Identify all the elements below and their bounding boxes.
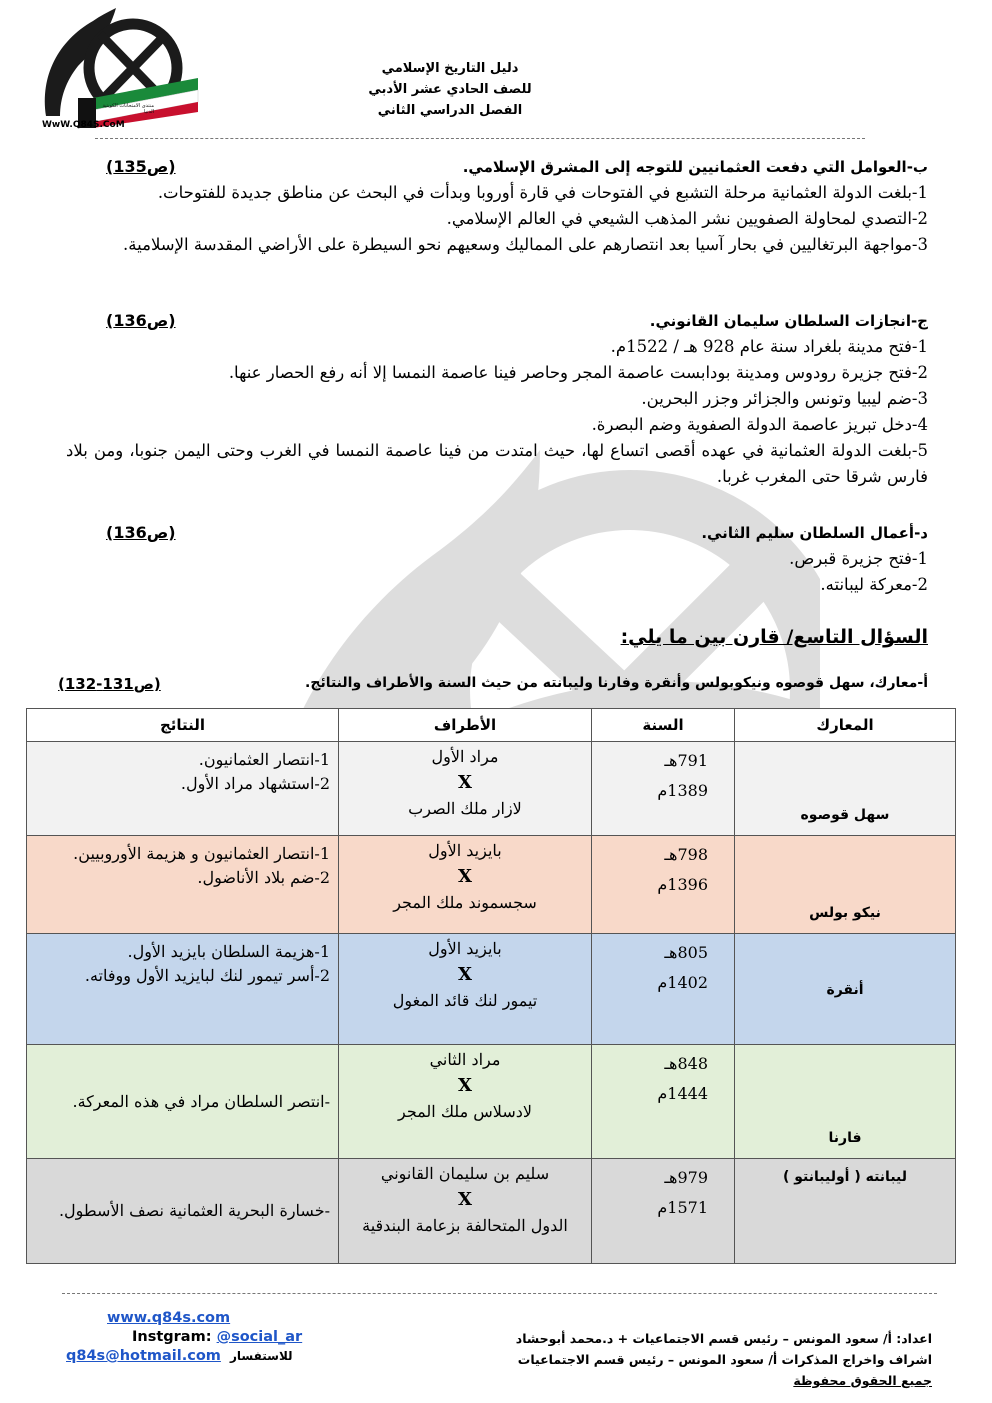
rights-text: جميع الحقوق محفوظة: [793, 1373, 932, 1388]
side-b: لادسلاس ملك المجر: [398, 1102, 532, 1121]
battle-name: نيكو بولس: [735, 836, 956, 934]
side-a: مراد الأول: [431, 747, 499, 766]
battles-comparison-table: [26, 708, 956, 1264]
year-gregorian: 1402م: [657, 973, 708, 992]
header-title-grade: للصف الحادي عشر الأدبي: [368, 82, 532, 97]
table-row: [27, 742, 956, 836]
section-c-item-4: 4-دخل تبريز عاصمة الدولة الصفوية وضم البصرة.: [591, 415, 928, 434]
email-link[interactable]: q84s@hotmail.com: [66, 1348, 221, 1364]
battle-sides: [339, 836, 592, 934]
table-row: [27, 1159, 956, 1264]
battle-sides: [339, 934, 592, 1045]
table-row: [27, 934, 956, 1045]
section-c-item-3: 3-ضم ليبيا وتونس والجزائر وجزر البحرين.: [641, 389, 928, 408]
logo-site-text: WwW.Q84S.CoM: [42, 120, 125, 130]
section-d-page-ref: (ص136): [106, 523, 176, 542]
section-d-item-2: 2-معركة ليبانته.: [820, 575, 928, 594]
question-nine-page-ref: (ص131-132): [58, 675, 161, 693]
year-hijri: 791هـ: [664, 751, 708, 770]
side-b: سجسموند ملك المجر: [393, 893, 537, 912]
table-header-row: [27, 709, 956, 742]
result-item: 1-هزيمة السلطان بايزيد الأول.: [127, 942, 330, 961]
battle-results: [27, 1045, 339, 1159]
section-b-item-3: 3-مواجهة البرتغاليين في بحار آسيا بعد انتصارهم على المماليك وسعيهم نحو السيطرة على الأراضي المقدسة الإسلامية.: [123, 235, 928, 254]
battle-name: سهل قوصوه: [735, 742, 956, 836]
battle-year: [592, 836, 735, 934]
supervised-by-text: اشراف واخراج المذكرات أ/ سعود المونس – رئيس قسم الاجتماعيات: [517, 1352, 932, 1367]
prepared-by-text: اعداد: أ/ سعود المونس – رئيس قسم الاجتماعيات + د.محمد أبوحشاد: [515, 1331, 932, 1346]
versus-mark: X: [458, 1189, 472, 1210]
section-c-heading: ج-انجازات السلطان سليمان القانوني.: [649, 312, 928, 330]
versus-mark: X: [458, 866, 472, 887]
section-b-item-1: 1-بلغت الدولة العثمانية مرحلة التشبع في الفتوحات في قارة أوروبا وبدأت في البحث عن مناطق جديدة للفتوحات.: [157, 183, 928, 202]
year-gregorian: 1571م: [657, 1198, 708, 1217]
header-title-subject: دليل التاريخ الإسلامي: [381, 61, 519, 76]
versus-mark: X: [458, 1075, 472, 1096]
section-ottoman-east-factors: [66, 154, 928, 258]
year-hijri: 805هـ: [664, 943, 708, 962]
header-battle: المعارك: [735, 709, 956, 742]
instagram-link[interactable]: @social_ar: [216, 1329, 303, 1345]
section-b-item-2: 2-التصدي لمحاولة الصفويين نشر المذهب الشيعي في العالم الإسلامي.: [446, 209, 928, 228]
battle-results: [27, 836, 339, 934]
side-b: لازار ملك الصرب: [408, 799, 522, 818]
battle-year: [592, 742, 735, 836]
header-sides: الأطراف: [339, 709, 592, 742]
document-header: [300, 58, 600, 121]
result-item: -خسارة البحرية العثمانية نصف الأسطول.: [58, 1201, 330, 1220]
table-row: [27, 836, 956, 934]
battle-sides: [339, 1159, 592, 1264]
side-a: بايزيد الأول: [428, 841, 502, 860]
side-b: الدول المتحالفة بزعامة البندقية: [362, 1216, 568, 1235]
battle-year: [592, 1045, 735, 1159]
battle-name: ليبانته ( أوليبانتو ): [735, 1159, 956, 1264]
battle-name: أنقرة: [735, 934, 956, 1045]
year-hijri: 979هـ: [664, 1168, 708, 1187]
section-c-item-5: 5-بلغت الدولة العثمانية في عهده أقصى اتساع لها، حيث امتدت من فينا عاصمة النمسا في الغرب وحتى اليمن جنوبا، ومن بلاد فارس شرقا حتى المغرب غربا.: [66, 441, 928, 486]
footer-credits: [412, 1328, 932, 1391]
battle-sides: [339, 742, 592, 836]
result-item: 1-انتصار العثمانيون و هزيمة الأوروبيين.: [73, 844, 330, 863]
year-gregorian: 1389م: [657, 781, 708, 800]
result-item: 2-استشهاد مراد الأول.: [180, 774, 330, 793]
footer-contact: [60, 1310, 320, 1364]
battle-year: [592, 1159, 735, 1264]
section-c-item-2: 2-فتح جزيرة رودوس ومدينة بودابست عاصمة المجر وحاصر فينا عاصمة النمسا إلا أنه رفع الحصار عنها.: [228, 363, 928, 382]
year-hijri: 798هـ: [664, 845, 708, 864]
header-year: السنة: [592, 709, 735, 742]
section-c-page-ref: (ص136): [106, 311, 176, 330]
section-selim-ii-works: [66, 520, 928, 598]
question-nine-title: السؤال التاسع/ قارن بين ما يلي:: [620, 626, 928, 648]
versus-mark: X: [458, 964, 472, 985]
side-a: مراد الثاني: [429, 1050, 501, 1069]
section-b-page-ref: (ص135): [106, 157, 176, 176]
section-b-heading: ب-العوامل التي دفعت العثمانيين للتوجه إلى المشرق الإسلامي.: [462, 158, 928, 176]
side-b: تيمور لنك قائد المغول: [392, 991, 538, 1010]
question-nine-subtitle: أ-معارك، سهل قوصوه ونيكوبولس وأنقرة وفارنا وليبانته من حيث السنة والأطراف والنتائج.: [305, 675, 928, 691]
year-hijri: 848هـ: [664, 1054, 708, 1073]
section-c-item-1: 1-فتح مدينة بلغراد سنة عام 928 هـ / 1522م.: [610, 337, 928, 356]
result-item: 2-أسر تيمور لنك لبايزيد الأول ووفاته.: [84, 966, 330, 985]
result-item: 2-ضم بلاد الأناضول.: [197, 868, 330, 887]
question-nine-subtitle-row: [58, 675, 928, 693]
instagram-label: Instgram:: [132, 1329, 212, 1345]
inquiry-label: للاستفسار: [229, 1349, 293, 1363]
header-title-semester: الفصل الدراسي الثاني: [377, 103, 523, 118]
website-link[interactable]: www.q84s.com: [107, 1310, 231, 1326]
side-a: سليم بن سليمان القانوني: [380, 1164, 550, 1183]
battle-results: [27, 742, 339, 836]
section-suleiman-achievements: [66, 308, 928, 490]
table-row: [27, 1045, 956, 1159]
header-results: النتائج: [27, 709, 339, 742]
header-divider: [95, 138, 865, 139]
result-item: -انتصر السلطان مراد في هذه المعركة.: [72, 1091, 330, 1111]
battle-name: فارنا: [735, 1045, 956, 1159]
section-d-heading: د-أعمال السلطان سليم الثاني.: [701, 524, 928, 542]
site-logo: [38, 6, 208, 134]
year-gregorian: 1444م: [657, 1084, 708, 1103]
battle-year: [592, 934, 735, 1045]
versus-mark: X: [458, 772, 472, 793]
logo-tagline-text: منتدى الامتحانات الكويتية الدنيا: [102, 103, 154, 115]
side-a: بايزيد الأول: [428, 939, 502, 958]
year-gregorian: 1396م: [657, 875, 708, 894]
battle-results: [27, 1159, 339, 1264]
section-d-item-1: 1-فتح جزيرة قبرص.: [789, 549, 928, 568]
battle-sides: [339, 1045, 592, 1159]
result-item: 1-انتصار العثمانيون.: [198, 750, 330, 769]
battle-results: [27, 934, 339, 1045]
footer-divider: [62, 1293, 937, 1294]
